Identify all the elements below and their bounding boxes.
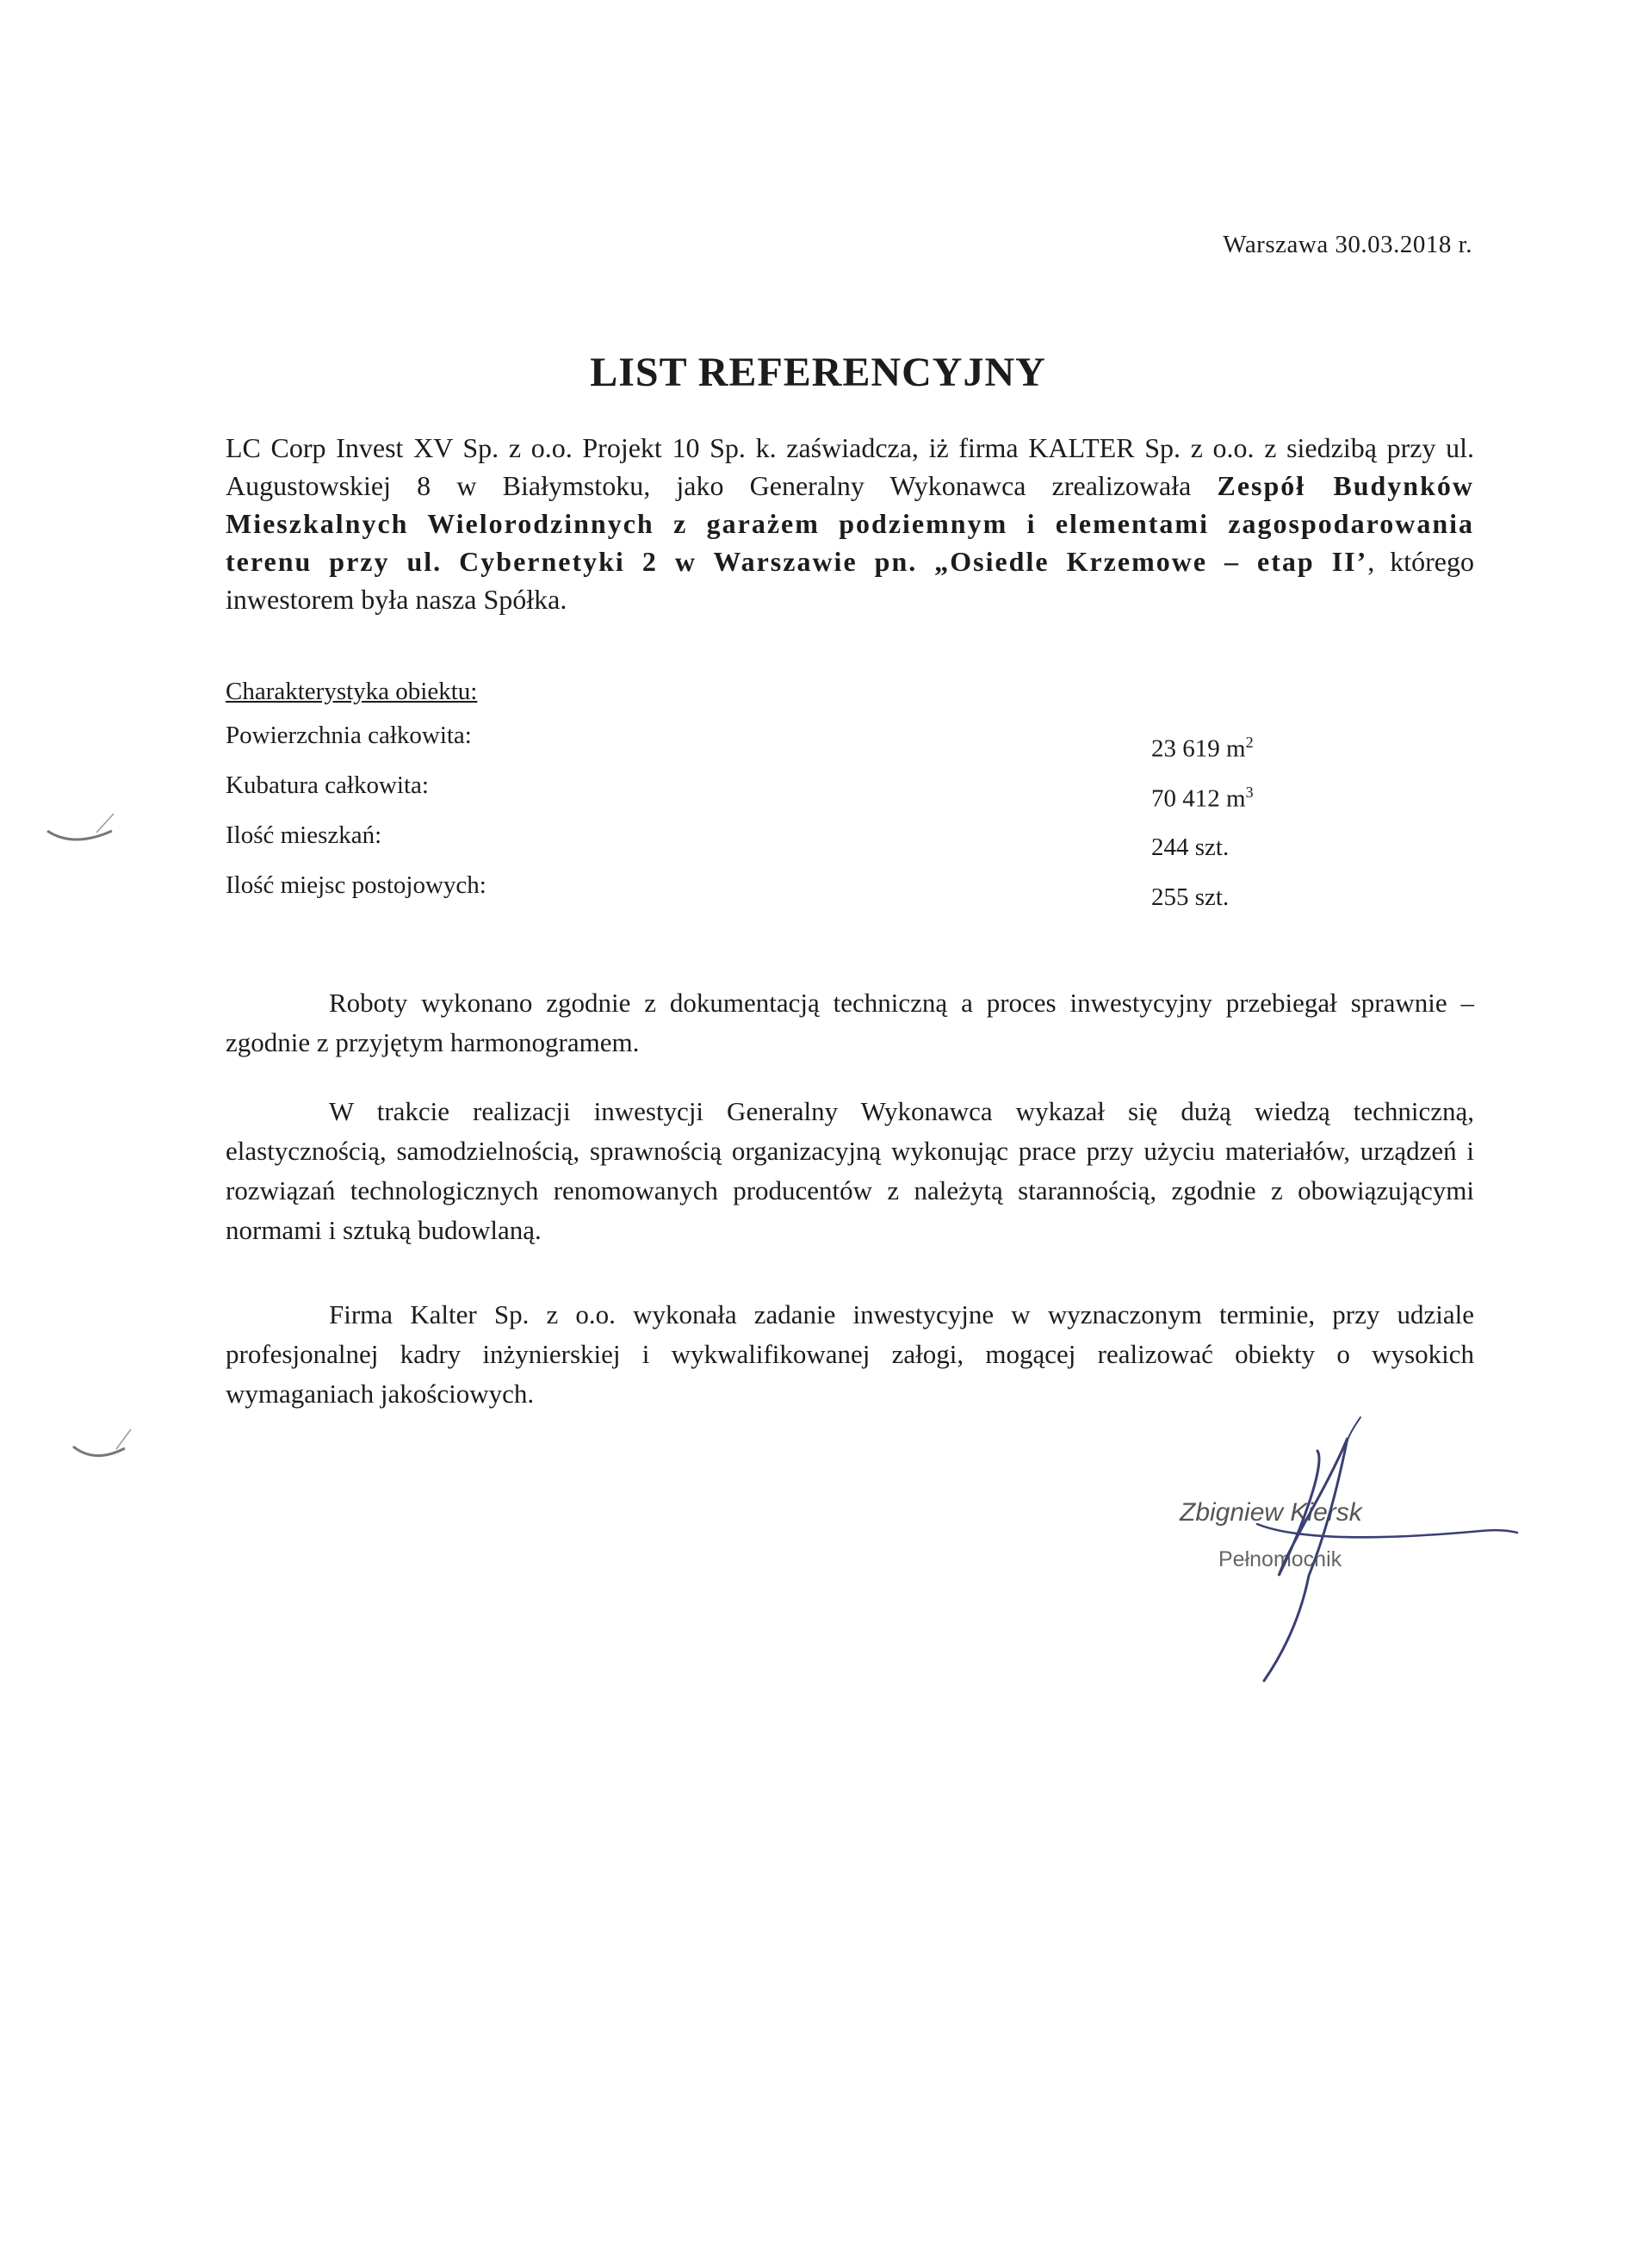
letter-date: Warszawa 30.03.2018 r. — [1223, 231, 1472, 258]
spec-value: 70 412 $m^3$ — [1151, 784, 1254, 813]
signatory-name-stamp: Zbigniew Kiersk — [1180, 1498, 1362, 1527]
spec-row-area — [226, 722, 1259, 763]
spec-value: 23 619 $m^2$ — [1151, 734, 1254, 763]
spec-value: 244 szt. — [1151, 833, 1230, 861]
body-paragraph-3: Firma Kalter Sp. z o.o. wykonała zadanie inwestycyjne w wyznaczonym terminie, przy udziale profesjonalnej kadry inżynierskiej i wykwalifikowanej załogi, mogącej realizować obiekty o wysokich wymaganiach jakościowych. — [226, 1299, 1474, 1409]
intro-paragraph — [226, 429, 1474, 618]
spec-row-volume — [226, 771, 1259, 813]
spec-label: Ilość mieszkań: — [226, 821, 382, 849]
spec-label: Ilość miejsc postojowych: — [226, 871, 486, 899]
body-paragraph-1: Roboty wykonano zgodnie z dokumentacją techniczną a proces inwestycyjny przebiegał sprawnie – zgodnie z przyjętym harmonogramem. — [226, 988, 1474, 1057]
project-name: Zespół Budynków Mieszkalnych Wielorodzinnych z garażem podziemnym i elementami zagospodarowania terenu przy ul. Cybernetyki 2 w Warszawie pn. „Osiedle Krzemowe – etap II’ — [226, 470, 1475, 577]
punch-mark-top — [43, 796, 121, 848]
handwritten-signature — [1197, 1412, 1524, 1696]
spec-label: Kubatura całkowita: — [226, 771, 429, 799]
intro-text-start: LC Corp Invest XV Sp. z o.o. Projekt 10 Sp. k. zaświadcza, iż firma KALTER Sp. z o.o. z siedzibą przy ul. Augustowskiej 8 w Białymstoku, jako Generalny Wykonawca zrealizowała — [226, 432, 1474, 501]
spec-value: 255 szt. — [1151, 883, 1230, 911]
specs-heading: Charakterystyka obiektu: — [226, 678, 478, 705]
spec-row-parking — [226, 871, 1259, 913]
spec-label: Powierzchnia całkowita: — [226, 722, 472, 749]
letter-title: LIST REFERENCYJNY — [590, 350, 1046, 395]
body-paragraph-2: W trakcie realizacji inwestycji Generalny Wykonawca wykazał się dużą wiedzą techniczną, elastycznością, samodzielnością, sprawnością organizacyjną wykonując prace przy użyciu materiałów, urządzeń i rozwiązań technologicznych renomowanych producentów z należytą starannością, zgodnie z obowiązującymi normami i sztuką budowlaną. — [226, 1096, 1474, 1245]
punch-mark-bottom — [69, 1421, 138, 1464]
intro-text-end: , którego inwestorem była nasza Spółka. — [226, 546, 1475, 615]
signatory-role-stamp: Pełnomocnik — [1218, 1547, 1342, 1571]
spec-row-apartments — [226, 821, 1259, 863]
